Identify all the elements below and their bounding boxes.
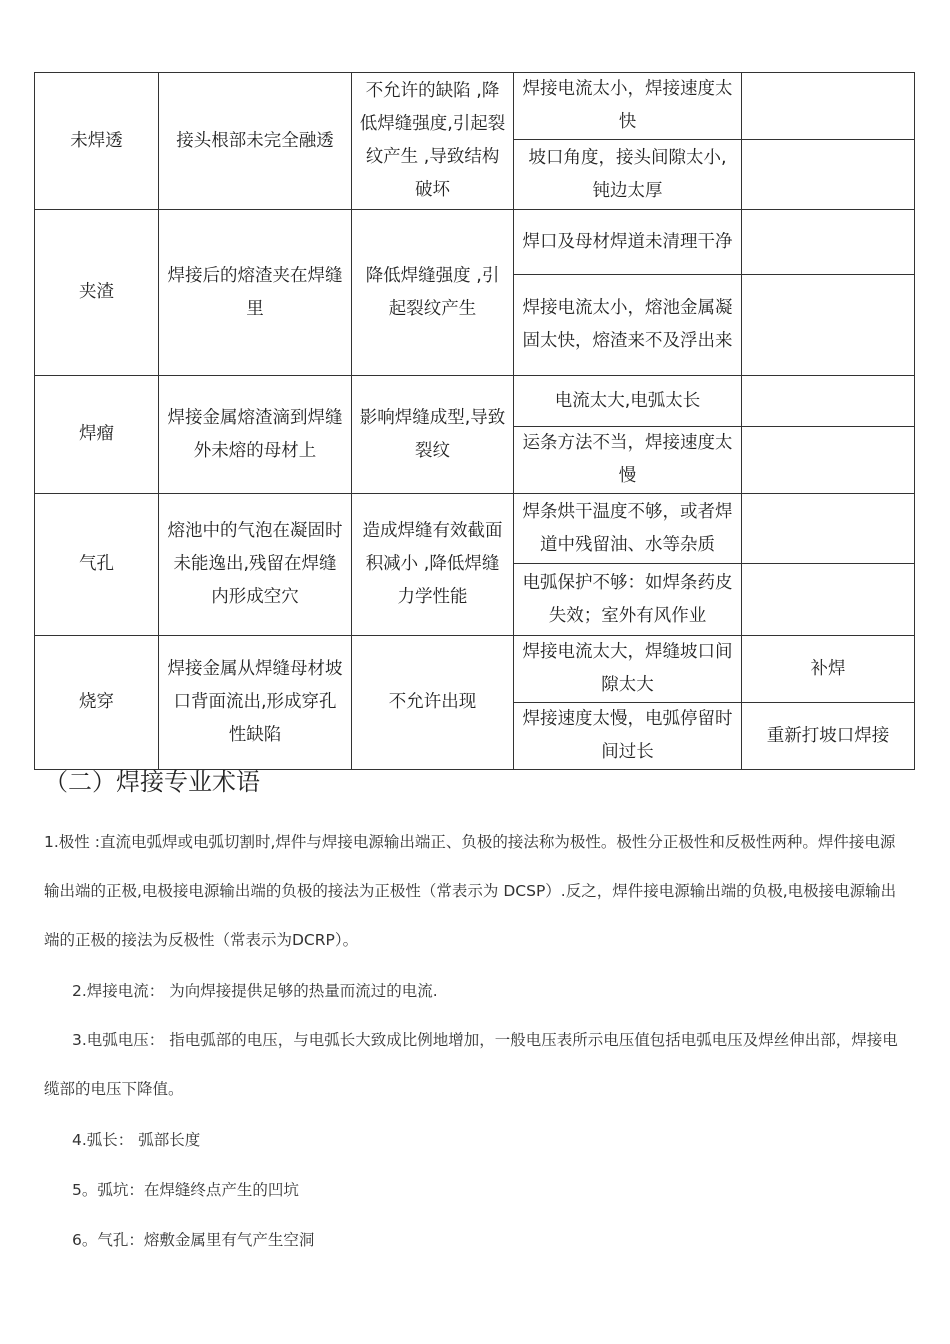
welding-defects-table bbox=[34, 72, 915, 770]
defect-cause: 焊接电流太小，焊接速度太快 bbox=[514, 73, 742, 140]
defect-harm: 不允许的缺陷 ,降低焊缝强度,引起裂纹产生 ,导致结构破坏 bbox=[352, 73, 514, 210]
term-arc-length: 4.弧长： 弧部长度 bbox=[72, 1131, 201, 1149]
term-polarity: 1.极性 :直流电弧焊或电弧切割时,焊件与焊接电源输出端正、负极的接法称为极性。极性分正极性和反极性两种。焊件接电源输出端的正极,电极接电源输出端的负极的接法为正极性（常表示为 DCSP）.反之，焊件接电源输出端的负极,电极接电源输出端的正极的接法为反极性（常表示为DCRP）。 bbox=[44, 833, 897, 949]
defect-name: 焊瘤 bbox=[35, 376, 159, 494]
defect-remedy bbox=[742, 494, 915, 564]
defect-remedy bbox=[742, 140, 915, 210]
defect-name: 气孔 bbox=[35, 494, 159, 636]
defect-name: 烧穿 bbox=[35, 636, 159, 770]
defect-remedy: 补焊 bbox=[742, 636, 915, 703]
defect-remedy bbox=[742, 73, 915, 140]
defect-harm: 造成焊缝有效截面积减小 ,降低焊缝力学性能 bbox=[352, 494, 514, 636]
defect-remedy bbox=[742, 564, 915, 636]
table-row bbox=[35, 376, 915, 427]
table-row bbox=[35, 636, 915, 703]
defect-cause: 焊接电流太大，焊缝坡口间隙太大 bbox=[514, 636, 742, 703]
defect-remedy bbox=[742, 427, 915, 494]
defect-harm: 降低焊缝强度 ,引起裂纹产生 bbox=[352, 210, 514, 376]
defect-description: 焊接后的熔渣夹在焊缝里 bbox=[159, 210, 352, 376]
term-welding-current: 2.焊接电流： 为向焊接提供足够的热量而流过的电流. bbox=[72, 982, 438, 1000]
term-arc-voltage: 3.电弧电压： 指电弧部的电压，与电弧长大致成比例地增加，一般电压表所示电压值包括电弧电压及焊丝伸出部，焊接电缆部的电压下降值。 bbox=[44, 1031, 898, 1098]
defect-harm: 不允许出现 bbox=[352, 636, 514, 770]
defect-remedy: 重新打坡口焊接 bbox=[742, 703, 915, 770]
defect-cause: 运条方法不当，焊接速度太慢 bbox=[514, 427, 742, 494]
defect-description: 熔池中的气泡在凝固时未能逸出,残留在焊缝内形成空穴 bbox=[159, 494, 352, 636]
defect-harm: 影响焊缝成型,导致裂纹 bbox=[352, 376, 514, 494]
term-crater: 5。弧坑：在焊缝终点产生的凹坑 bbox=[72, 1181, 299, 1199]
defect-cause: 焊条烘干温度不够，或者焊道中残留油、水等杂质 bbox=[514, 494, 742, 564]
defect-description: 焊接金属从焊缝母材坡口背面流出,形成穿孔性缺陷 bbox=[159, 636, 352, 770]
table-row bbox=[35, 494, 915, 564]
defect-name: 未焊透 bbox=[35, 73, 159, 210]
table-row bbox=[35, 73, 915, 140]
defect-cause: 坡口角度，接头间隙太小,钝边太厚 bbox=[514, 140, 742, 210]
defect-cause: 电弧保护不够：如焊条药皮失效；室外有风作业 bbox=[514, 564, 742, 636]
defect-cause: 焊接速度太慢，电弧停留时间过长 bbox=[514, 703, 742, 770]
term-porosity: 6。气孔：熔敷金属里有气产生空洞 bbox=[72, 1231, 315, 1249]
defect-remedy bbox=[742, 210, 915, 275]
defect-cause: 电流太大,电弧太长 bbox=[514, 376, 742, 427]
defect-description: 接头根部未完全融透 bbox=[159, 73, 352, 210]
section-title: （二）焊接专业术语 bbox=[44, 768, 260, 796]
defect-cause: 焊口及母材焊道未清理干净 bbox=[514, 210, 742, 275]
defect-remedy bbox=[742, 275, 915, 376]
defect-cause: 焊接电流太小，熔池金属凝固太快，熔渣来不及浮出来 bbox=[514, 275, 742, 376]
defect-description: 焊接金属熔渣滴到焊缝外未熔的母材上 bbox=[159, 376, 352, 494]
defect-name: 夹渣 bbox=[35, 210, 159, 376]
defect-remedy bbox=[742, 376, 915, 427]
table-row bbox=[35, 210, 915, 275]
